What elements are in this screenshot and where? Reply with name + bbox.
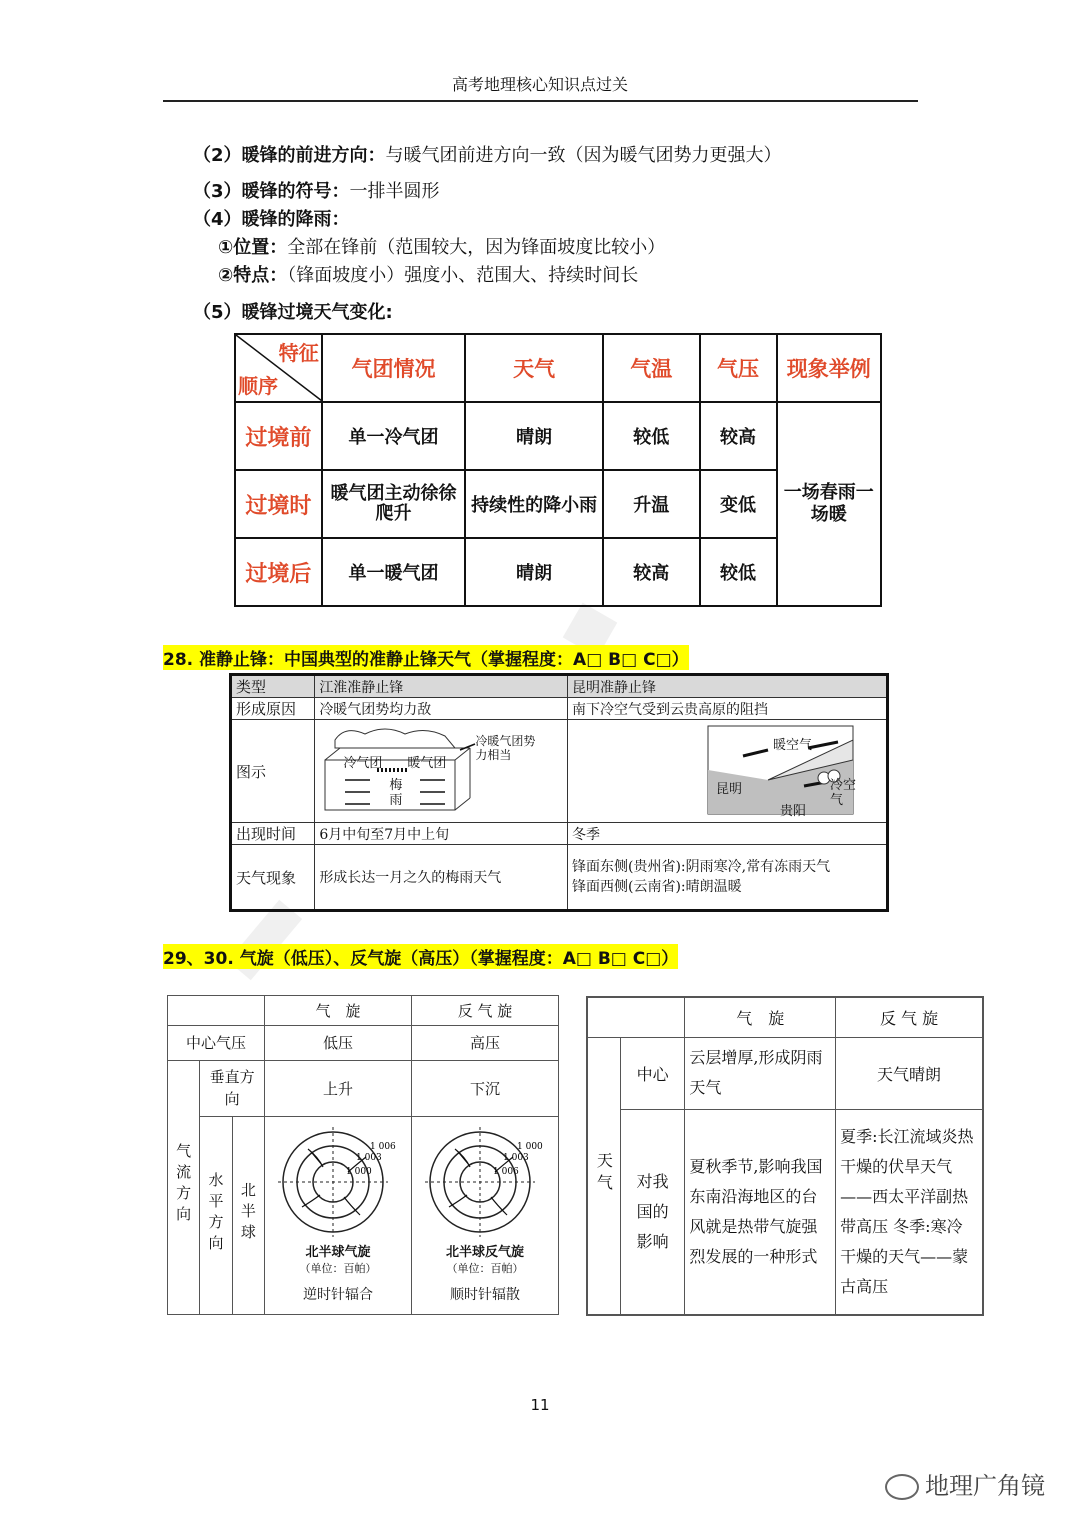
table-cell: 冷暖气团势均力敌 — [315, 698, 568, 720]
warm-front-line-4b: ②特点：（锋面坡度小）强度小、范围大、持续时间长 — [218, 265, 639, 286]
table-cell: 夏季:长江流域炎热干燥的伏旱天气——西太平洋副热带高压 冬季:寒冷干燥的天气——蒙古高压 — [836, 1109, 983, 1315]
table-cell: 低压 — [265, 1026, 412, 1060]
stationary-front-table — [229, 673, 889, 912]
anticyclone-caption: 北半球反气旋 — [445, 1245, 524, 1261]
table-cell: 变低 — [700, 470, 777, 538]
row-label: 天气 — [587, 1037, 620, 1315]
table-cell: 晴朗 — [465, 402, 603, 470]
row-label: 类型 — [231, 675, 315, 698]
warm-front-line-2: （2）暖锋的前进方向：与暖气团前进方向一致（因为暖气团势力更强大） — [193, 145, 782, 166]
svg-text:1 000: 1 000 — [346, 1167, 372, 1178]
warm-front-line-5: （5）暖锋过境天气变化: — [193, 302, 393, 323]
svg-text:1 000: 1 000 — [517, 1142, 543, 1153]
warm-front-line-3: （3）暖锋的符号：一排半圆形 — [193, 181, 440, 202]
anticyclone-diagram — [425, 1127, 545, 1237]
svg-text:1 003: 1 003 — [356, 1153, 382, 1164]
balance-note: 冷暖气团势力相当 — [475, 734, 536, 762]
cyclone-diagram — [278, 1127, 398, 1237]
table-cell: 晴朗 — [465, 538, 603, 606]
row-label: 水平方向 — [200, 1117, 232, 1315]
cold-mass-label: 冷气团 — [343, 756, 383, 771]
col-header: 反 气 旋 — [412, 996, 559, 1026]
warm-front-line-4: （4）暖锋的降雨： — [193, 209, 350, 230]
row-label: 天气现象 — [231, 845, 315, 911]
unit-label: （单位：百帕） — [446, 1262, 524, 1276]
section-28-title: 28. 准静止锋：中国典型的准静止锋天气（掌握程度：A□ B□ C□） — [163, 645, 689, 670]
table-header: 气温 — [603, 334, 700, 402]
row-label: 形成原因 — [231, 698, 315, 720]
table-header: 气团情况 — [322, 334, 466, 402]
warm-air-label: 暖空气 — [773, 738, 813, 753]
table-cell: 形成长达一月之久的梅雨天气 — [315, 845, 568, 911]
col-header: 气 旋 — [685, 997, 836, 1037]
guiyang-label: 贵阳 — [780, 804, 807, 819]
svg-text:1 006: 1 006 — [370, 1142, 396, 1153]
table-cell: 天气晴朗 — [836, 1037, 983, 1109]
row-label: 中心气压 — [168, 1026, 265, 1060]
table-cell: 下沉 — [412, 1060, 559, 1117]
anticyclone-figure — [412, 1117, 559, 1315]
row-label: 对我国的影响 — [620, 1109, 685, 1315]
cyclone-direction: 逆时针辐合 — [303, 1287, 374, 1304]
table-cell: 6月中旬至7月中上旬 — [315, 823, 568, 845]
row-label: 过境前 — [235, 402, 322, 470]
section-29-title: 29、30. 气旋（低压）、反气旋（高压）（掌握程度：A□ B□ C□） — [163, 944, 678, 969]
table-cell: 升温 — [603, 470, 700, 538]
table-cell: 暖气团主动徐徐爬升 — [322, 470, 466, 538]
row-label: 过境后 — [235, 538, 322, 606]
table-cell: 较高 — [603, 538, 700, 606]
svg-text:1 006: 1 006 — [493, 1167, 519, 1178]
table-cell: 上升 — [265, 1060, 412, 1117]
row-label: 过境时 — [235, 470, 322, 538]
table-header: 现象举例 — [777, 334, 882, 402]
page-number: 11 — [530, 1396, 550, 1414]
warm-front-line-4a: ①位置：全部在锋前（范围较大，因为锋面坡度比较小） — [218, 237, 666, 258]
table-corner: 特征 顺序 — [235, 334, 322, 402]
anticyclone-direction: 顺时针辐散 — [450, 1287, 520, 1304]
cyclone-figure — [265, 1117, 412, 1315]
table-header: 天气 — [465, 334, 603, 402]
cyclone-table-right — [586, 996, 984, 1316]
row-label: 气流方向 — [168, 1060, 200, 1314]
cyclone-caption: 北半球气旋 — [305, 1245, 371, 1261]
table-cell: 南下冷空气受到云贵高原的阻挡 — [568, 698, 888, 720]
table-cell: 较低 — [700, 538, 777, 606]
meiyu-label: 梅雨 — [389, 778, 403, 808]
table-cell: 冬季 — [568, 823, 888, 845]
table-cell: 昆明准静止锋 — [568, 675, 888, 698]
empty-corner — [587, 997, 685, 1037]
warm-front-table — [234, 333, 882, 607]
table-cell: 持续性的降小雨 — [465, 470, 603, 538]
jianghuai-figure — [315, 720, 568, 823]
table-cell: 高压 — [412, 1026, 559, 1060]
wechat-icon — [885, 1474, 919, 1500]
page-header: 高考地理核心知识点过关 — [451, 75, 628, 94]
empty-corner — [168, 996, 265, 1026]
warm-mass-label: 暖气团 — [407, 756, 447, 771]
table-cell: 云层增厚,形成阴雨天气 — [685, 1037, 836, 1109]
row-label: 北半球 — [232, 1117, 264, 1315]
svg-text:1 003: 1 003 — [503, 1153, 529, 1164]
table-cell: 较高 — [700, 402, 777, 470]
row-label: 垂直方向 — [200, 1060, 265, 1117]
table-cell: 单一冷气团 — [322, 402, 466, 470]
table-cell: 锋面东侧(贵州省):阴雨寒冷,常有冻雨天气 锋面西侧(云南省):晴朗温暖 — [568, 845, 888, 911]
cyclone-table-left — [167, 995, 559, 1315]
watermark: 地理广角镜 — [885, 1466, 1045, 1501]
example-cell: 一场春雨一场暖 — [777, 402, 882, 606]
header-rule — [163, 100, 918, 102]
table-cell: 单一暖气团 — [322, 538, 466, 606]
table-cell: 夏秋季节,影响我国东南沿海地区的台风就是热带气旋强烈发展的一种形式 — [685, 1109, 836, 1315]
kunming-figure — [568, 720, 888, 823]
table-cell: 江淮准静止锋 — [315, 675, 568, 698]
unit-label: （单位：百帕） — [299, 1262, 377, 1276]
col-header: 反 气 旋 — [836, 997, 983, 1037]
row-label: 中心 — [620, 1037, 685, 1109]
row-label: 图示 — [231, 720, 315, 823]
table-cell: 较低 — [603, 402, 700, 470]
col-header: 气 旋 — [265, 996, 412, 1026]
kunming-label: 昆明 — [716, 782, 743, 797]
cold-air-label: 冷空气 — [830, 778, 857, 808]
table-header: 气压 — [700, 334, 777, 402]
row-label: 出现时间 — [231, 823, 315, 845]
